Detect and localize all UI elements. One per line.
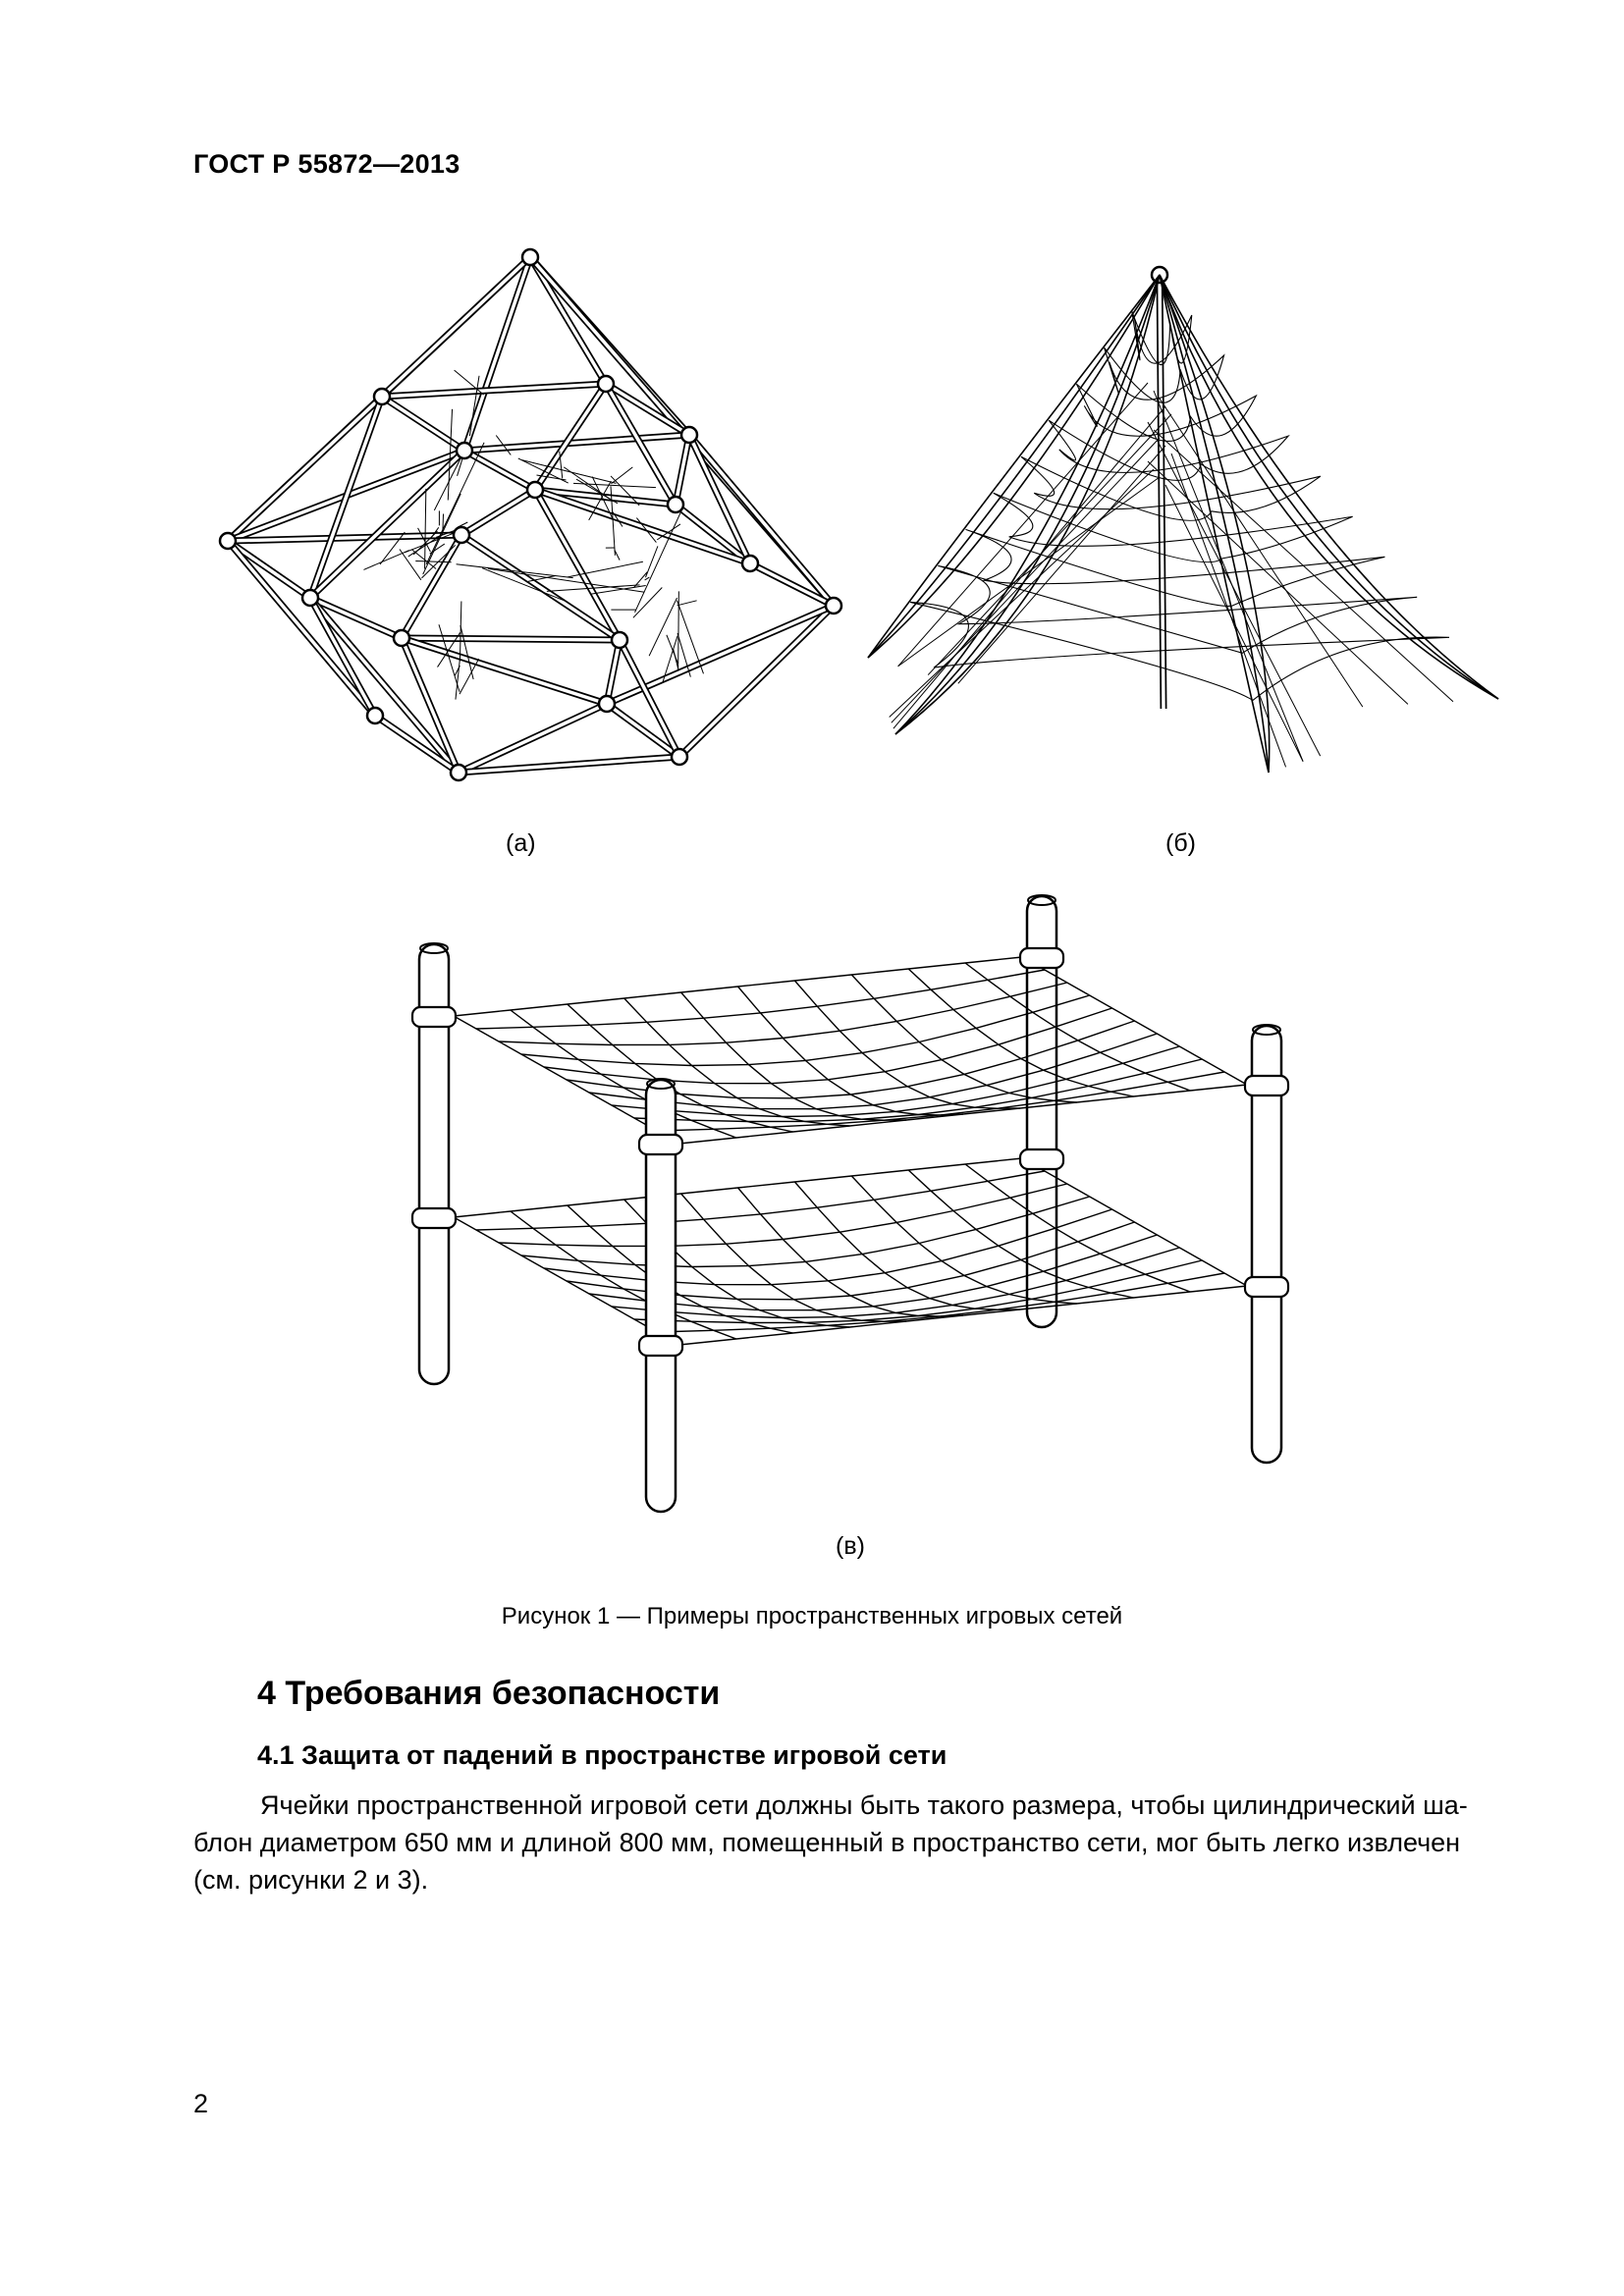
figure-b-cone-net [868,267,1498,773]
figure-caption: Рисунок 1 — Примеры пространственных игровых сетей [501,1603,1123,1629]
page-number: 2 [193,2089,209,2118]
figure-label-a: (а) [506,829,536,857]
figure-c-two-level-net [412,895,1288,1512]
paragraph-line-2: блон диаметром 650 мм и длиной 800 мм, помещенный в пространство сети, мог быть легко извлечен [193,1828,1461,1857]
document-header: ГОСТ Р 55872—2013 [193,149,460,179]
paragraph-line-1: Ячейки пространственной игровой сети должны быть такого размера, чтобы цилиндрический ша- [260,1790,1468,1820]
section-title: 4 Требования безопасности [257,1675,721,1712]
paragraph-line-3: (см. рисунки 2 и 3). [193,1865,429,1895]
body-paragraph [193,1787,1470,1898]
figure-label-b: (б) [1165,829,1196,857]
figure-a-octahedral-net [220,249,841,780]
figure-label-c: (в) [836,1532,865,1560]
subsection-title: 4.1 Защита от падений в пространстве игровой сети [257,1740,947,1770]
